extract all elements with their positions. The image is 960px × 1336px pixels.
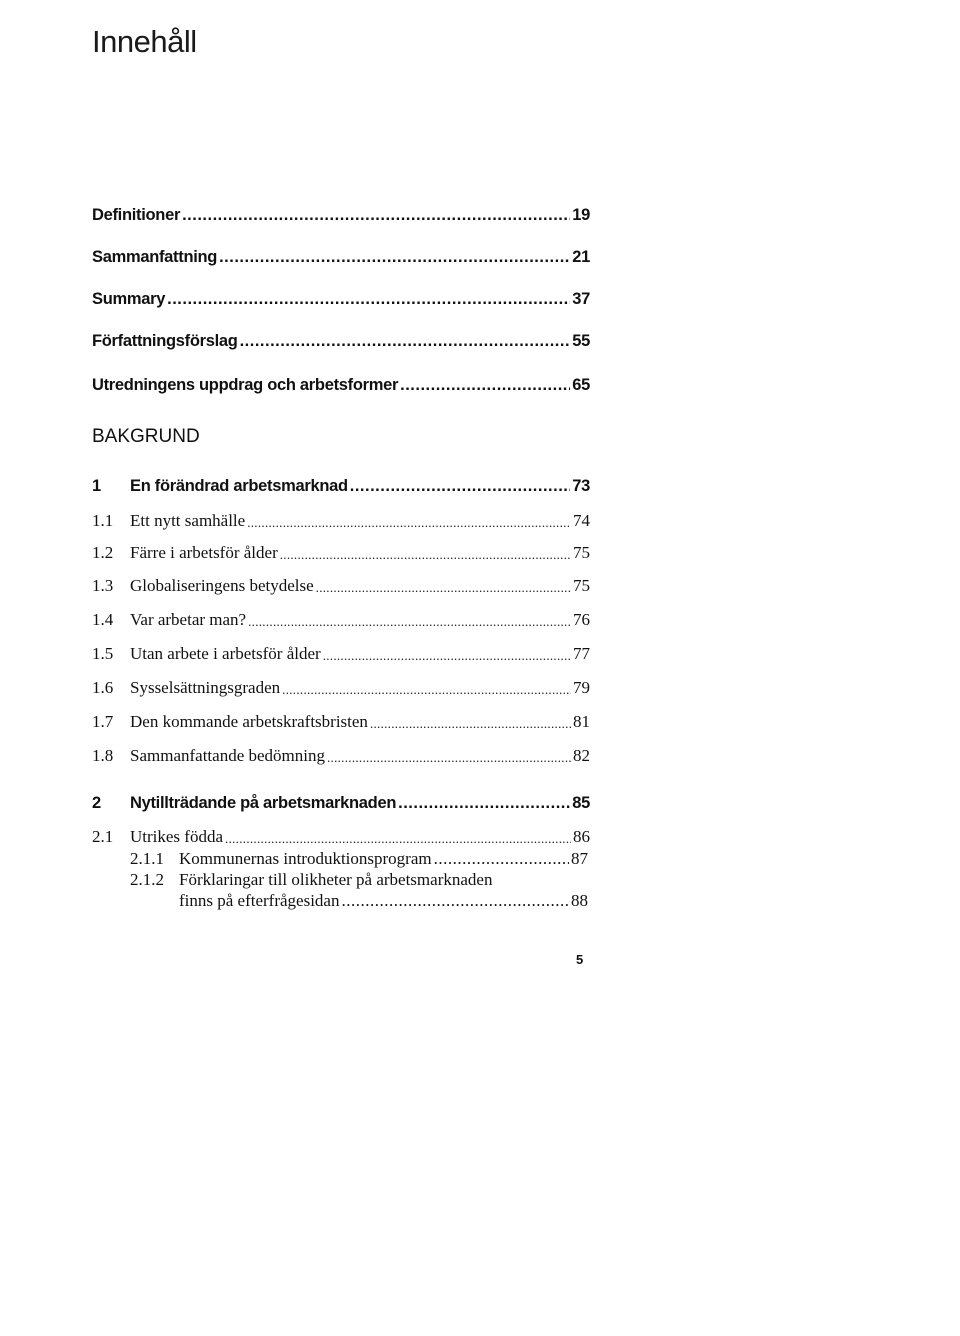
toc-entry-utredningens-uppdrag[interactable] — [92, 369, 590, 395]
toc-section[interactable] — [92, 537, 590, 563]
section-title: Utan arbete i arbetsför ålder — [130, 644, 321, 663]
leader-dots — [323, 648, 571, 664]
part-heading: BAKGRUND — [92, 426, 200, 447]
toc-entry-summary[interactable] — [92, 283, 590, 309]
leader-dots — [327, 750, 571, 766]
page-number: 5 — [576, 952, 584, 967]
section-number: 1.4 — [92, 610, 114, 629]
toc-section[interactable] — [92, 505, 590, 531]
chapter-page: 85 — [572, 794, 590, 812]
leader-dots — [240, 332, 571, 351]
subsection-title: Kommunernas introduktionsprogram — [179, 849, 432, 868]
chapter-title: En förändrad arbetsmarknad — [130, 477, 348, 495]
section-page: 77 — [573, 644, 590, 663]
section-page: 76 — [573, 610, 590, 629]
section-page: 86 — [573, 827, 590, 846]
toc-section[interactable] — [92, 706, 590, 732]
toc-section[interactable] — [92, 638, 590, 664]
toc-entry-title: Utredningens uppdrag och arbetsformer — [92, 376, 399, 394]
leader-dots — [400, 376, 570, 395]
toc-subsection-continuation[interactable] — [179, 885, 588, 911]
section-page: 75 — [573, 576, 590, 595]
subsection-title-continuation: finns på efterfrågesidan — [179, 891, 340, 910]
toc-entry-title: Definitioner — [92, 206, 181, 224]
section-page: 81 — [573, 712, 590, 731]
subsection-title: Förklaringar till olikheter på arbetsmarknaden — [179, 870, 493, 889]
section-title: Färre i arbetsför ålder — [130, 543, 278, 562]
toc-chapter-1[interactable] — [92, 470, 590, 496]
toc-entry-page: 65 — [572, 376, 590, 394]
leader-dots — [182, 206, 570, 225]
section-title: Var arbetar man? — [130, 610, 247, 629]
section-number: 1.2 — [92, 543, 114, 562]
leader-dots — [280, 547, 571, 563]
section-title: Utrikes födda — [130, 827, 224, 846]
toc-entry-forfattningsforslag[interactable] — [92, 325, 590, 351]
leader-dots — [350, 477, 570, 496]
section-page: 74 — [573, 511, 590, 530]
page-title: Innehåll — [92, 24, 197, 59]
section-title: Ett nytt samhälle — [130, 511, 246, 530]
section-number: 1.1 — [92, 511, 114, 530]
section-title: Den kommande arbetskraftsbristen — [130, 712, 368, 731]
toc-entry-page: 55 — [572, 332, 590, 350]
chapter-page: 73 — [572, 477, 590, 495]
subsection-number: 2.1.1 — [130, 849, 164, 868]
toc-section[interactable] — [92, 672, 590, 698]
leader-dots — [316, 580, 571, 596]
toc-section[interactable] — [92, 740, 590, 766]
section-page: 82 — [573, 746, 590, 765]
toc-entry-page: 37 — [572, 290, 590, 308]
section-title: Globaliseringens betydelse — [130, 576, 314, 595]
leader-dots — [219, 248, 570, 267]
section-number: 1.8 — [92, 746, 114, 765]
toc-section[interactable] — [92, 570, 590, 596]
toc-section[interactable] — [92, 604, 590, 630]
section-number: 1.6 — [92, 678, 114, 697]
section-page: 75 — [573, 543, 590, 562]
section-title: Sysselsättningsgraden — [130, 678, 281, 697]
toc-entry-title: Summary — [92, 290, 166, 308]
subsection-page: 88 — [571, 891, 588, 910]
toc-entry-sammanfattning[interactable] — [92, 241, 590, 267]
toc-entry-page: 21 — [572, 248, 590, 266]
section-number: 1.3 — [92, 576, 114, 595]
toc-entry-title: Sammanfattning — [92, 248, 218, 266]
section-number: 1.5 — [92, 644, 114, 663]
subsection-page: 87 — [571, 849, 588, 868]
chapter-title: Nytillträdande på arbetsmarknaden — [130, 794, 397, 812]
leader-dots — [370, 716, 571, 732]
leader-dots — [248, 614, 571, 630]
toc-chapter-2[interactable] — [92, 787, 590, 813]
chapter-number: 2 — [92, 794, 101, 812]
section-page: 79 — [573, 678, 590, 697]
leader-dots — [398, 794, 570, 813]
leader-dots — [341, 891, 569, 911]
toc-entry-definitioner[interactable] — [92, 199, 590, 225]
chapter-number: 1 — [92, 477, 101, 495]
subsection-number: 2.1.2 — [130, 870, 164, 889]
leader-dots — [282, 682, 571, 698]
section-number: 1.7 — [92, 712, 114, 731]
leader-dots — [167, 290, 570, 309]
toc-entry-page: 19 — [572, 206, 590, 224]
section-number: 2.1 — [92, 827, 114, 846]
section-title: Sammanfattande bedömning — [130, 746, 325, 765]
toc-entry-title: Författningsförslag — [92, 332, 238, 350]
leader-dots — [247, 515, 571, 531]
